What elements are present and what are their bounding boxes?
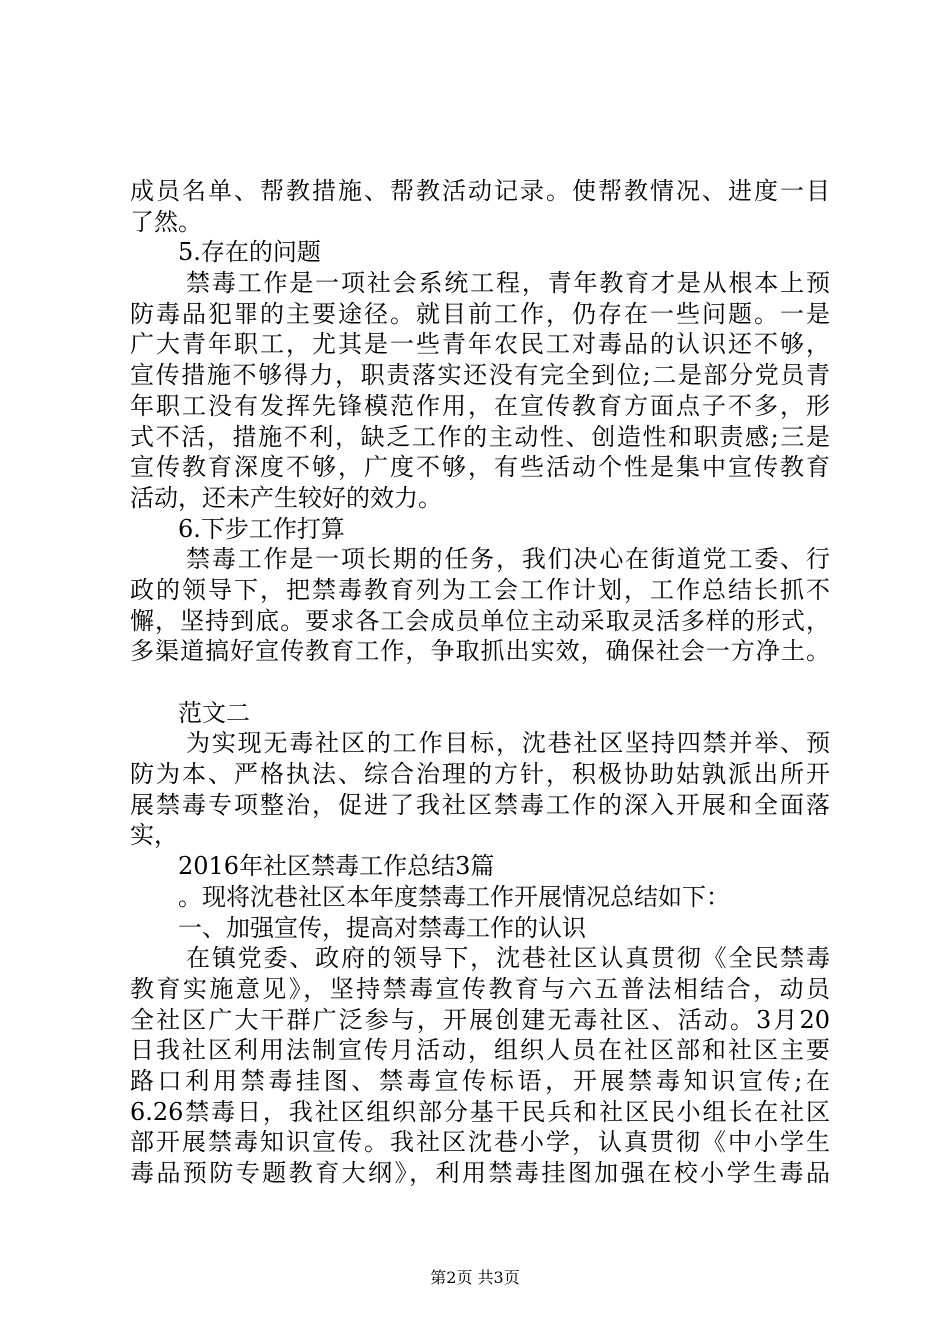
page-footer: 第2页 共3页 <box>430 1268 520 1287</box>
text-line: 年职工没有发挥先锋模范作用，在宣传教育方面点子不多，形 <box>130 391 830 420</box>
text-line: 毒品预防专题教育大纲》，利用禁毒挂图加强在校小学生毒品 <box>130 1159 830 1187</box>
text-line: 教育实施意见》，坚持禁毒宣传教育与六五普法相结合，动员 <box>130 974 830 1003</box>
text-line: 。现将沈巷社区本年度禁毒工作开展情况总结如下： <box>178 882 730 911</box>
text-line: 禁毒工作是一项长期的任务，我们决心在街道党工委、行 <box>186 545 830 574</box>
text-line: 防为本、严格执法、综合治理的方针，积极协助姑孰派出所开 <box>130 760 830 789</box>
text-line: 6.下步工作打算 <box>178 514 345 543</box>
text-line: 5.存在的问题 <box>178 238 321 267</box>
text-line: 防毒品犯罪的主要途径。就目前工作，仍存在一些问题。一是 <box>130 299 830 328</box>
text-line: 为实现无毒社区的工作目标，沈巷社区坚持四禁并举、预 <box>186 729 830 758</box>
text-line: 6.26禁毒日，我社区组织部分基干民兵和社区民小组长在社区 <box>130 1097 830 1126</box>
text-line: 禁毒工作是一项社会系统工程，青年教育才是从根本上预 <box>186 269 830 298</box>
text-line: 展禁毒专项整治，促进了我社区禁毒工作的深入开展和全面落 <box>130 790 830 819</box>
text-line: 范文二 <box>178 698 250 727</box>
text-line: 多渠道搞好宣传教育工作，争取抓出实效，确保社会一方净土。 <box>130 637 830 666</box>
text-line: 2016年社区禁毒工作总结3篇 <box>178 852 495 881</box>
text-line: 成员名单、帮教措施、帮教活动记录。使帮教情况、进度一目 <box>130 177 830 205</box>
text-line: 实， <box>130 821 178 850</box>
text-line: 活动，还未产生较好的效力。 <box>130 483 442 512</box>
text-line: 部开展禁毒知识宣传。我社区沈巷小学，认真贯彻《中小学生 <box>130 1128 830 1157</box>
text-line: 路口利用禁毒挂图、禁毒宣传标语，开展禁毒知识宣传;在 <box>130 1066 830 1095</box>
text-line: 广大青年职工，尤其是一些青年农民工对毒品的认识还不够， <box>130 330 830 359</box>
text-line: 懈，坚持到底。要求各工会成员单位主动采取灵活多样的形式， <box>130 606 830 635</box>
document-body <box>130 176 830 1189</box>
text-line: 了然。 <box>130 207 202 236</box>
blank-line <box>130 667 830 698</box>
text-line: 一、加强宣传，提高对禁毒工作的认识 <box>178 913 586 942</box>
text-line: 宣传教育深度不够，广度不够，有些活动个性是集中宣传教育 <box>130 453 830 482</box>
text-line: 政的领导下，把禁毒教育列为工会工作计划，工作总结长抓不 <box>130 575 830 604</box>
text-line: 式不活，措施不利，缺乏工作的主动性、创造性和职责感;三是 <box>130 422 830 451</box>
text-line: 宣传措施不够得力，职责落实还没有完全到位;二是部分党员青 <box>130 361 830 390</box>
text-line: 日我社区利用法制宣传月活动，组织人员在社区部和社区主要 <box>130 1036 830 1065</box>
text-line: 在镇党委、政府的领导下，沈巷社区认真贯彻《全民禁毒 <box>186 944 830 973</box>
text-line: 全社区广大干群广泛参与，开展创建无毒社区、活动。3月20 <box>130 1005 830 1034</box>
